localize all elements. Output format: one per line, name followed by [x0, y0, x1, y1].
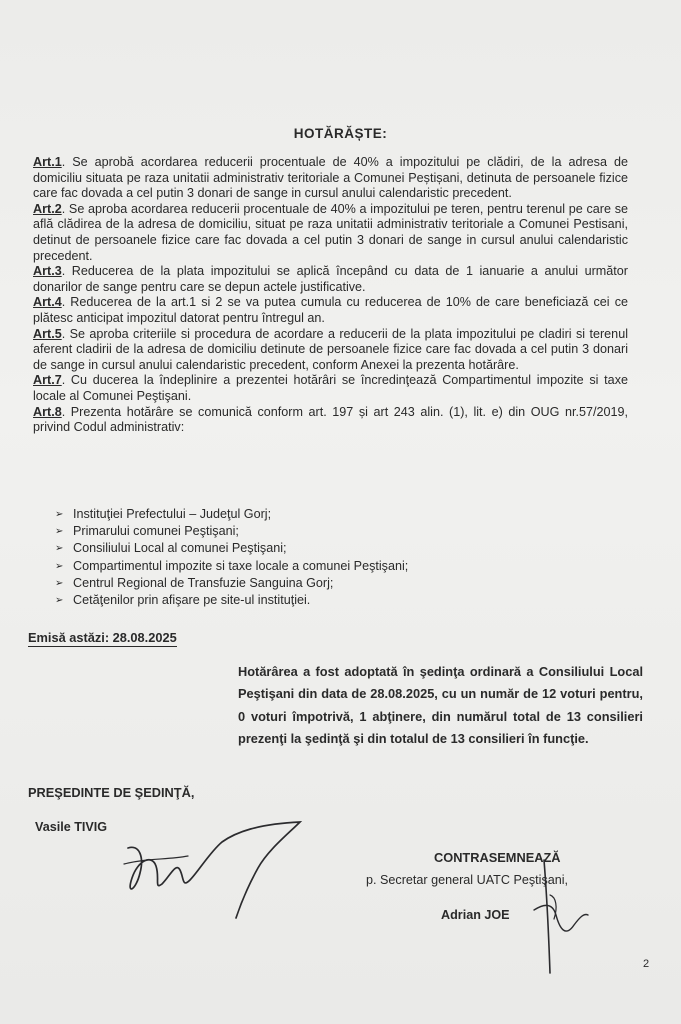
article-text: . Reducerea de la art.1 si 2 se va putea cumula cu reducerea de 10% de care beneficiază cei ce plătesc anticipat impozitul datorat pentru întregul an. [33, 295, 628, 325]
article-8 [33, 405, 628, 436]
secretary-name: Adrian JOE [441, 908, 510, 922]
president-title: PREŞEDINTE DE ŞEDINŢĂ, [28, 785, 195, 800]
secretary-role: p. Secretar general UATC Peştişani, [366, 873, 569, 887]
article-4 [33, 295, 628, 326]
article-label: Art.2 [33, 201, 62, 216]
article-label: Art.3 [33, 264, 62, 279]
countersign-title: CONTRASEMNEAZĂ [434, 850, 561, 865]
article-label: Art.4 [33, 295, 62, 310]
secretary-signature [530, 855, 590, 980]
list-item [55, 558, 535, 575]
article-label: Art.1 [33, 155, 62, 169]
article-text: . Se aproba criteriile si procedura de acordare a reducerii de la plata impozitului pe cladiri si terenul aferent cladirii de la adresa de domiciliu detinute de persoanele fizice care fac dovada a cel putin 3 donari de sange in cursul anului calendaristic precedent, conform Anexei la prezenta hotărâre. [33, 326, 628, 372]
article-label: Art.7 [33, 373, 62, 388]
issue-date: Emisă astăzi: 28.08.2025 [28, 630, 177, 645]
article-3 [33, 264, 628, 295]
article-label: Art.5 [33, 326, 62, 341]
recipient-text: Cetăţenilor prin afişare pe site-ul instituţiei. [73, 593, 311, 608]
arrow-bullet-icon: ➢ [55, 543, 64, 555]
article-text: . Reducerea de la plata impozitului se aplică începând cu data de 1 ianuarie a anului următor donarilor de sange pentru care se depun actele justificative. [33, 264, 628, 294]
article-text: . Se aproba acordarea reducerii procentuale de 40% a impozitului pe teren, pentru terenul pe care se află clădirea de la adresa de domiciliu, situat pe raza unitatii administrativ teritoriale a Comunei Pestisani, detinut de persoanele fizice care fac dovada a cel putin 3 donari de sange in cursul anului calendaristic precedent. [33, 201, 628, 263]
article-text: . Prezenta hotărâre se comunică conform art. 197 și art 243 alin. (1), lit. e) din OUG nr.57/2019, privind Codul administrativ: [33, 404, 628, 435]
arrow-bullet-icon: ➢ [55, 526, 64, 538]
article-label: Art.8 [33, 404, 62, 419]
articles-body [33, 155, 628, 436]
article-7 [33, 373, 628, 404]
article-text: . Cu ducerea la îndeplinire a prezentei hotărâri se încredinţează Compartimentul impozite si taxe locale al Comunei Peştişani. [33, 373, 628, 403]
article-2 [33, 202, 628, 264]
article-1 [33, 155, 628, 202]
recipient-text: Compartimentul impozite si taxe locale a comunei Peştişani; [73, 558, 409, 573]
arrow-bullet-icon: ➢ [55, 509, 64, 520]
recipient-text: Primarului comunei Peştişani; [73, 524, 239, 539]
adoption-note: Hotărârea a fost adoptată în şedinţa ordinară a Consiliului Local Peştişani din data de 28.08.2025, cu un număr de 12 voturi pentru, 0 voturi împotrivă, 1 abţinere, din numărul total de 13 consilieri prezenţi la şedinţă şi din totalul de 13 consilieri în funcţie. [238, 664, 643, 747]
list-item [55, 592, 535, 609]
list-item [55, 575, 535, 592]
arrow-bullet-icon: ➢ [55, 560, 64, 572]
page-number: 2 [643, 958, 650, 970]
article-text: . Se aprobă acordarea reducerii procentuale de 40% a impozitului pe clădiri, de la adresa de domiciliu situata pe raza unitatii administrativ teritoriale a Comunei Peștișani, detinuta de persoanele fizice care fac dovada a cel putin 3 donari de sange in cursul anului calendaristic precedent. [33, 155, 628, 201]
list-item [55, 506, 535, 523]
arrow-bullet-icon: ➢ [55, 577, 64, 589]
recipient-text: Centrul Regional de Transfuzie Sanguina Gorj; [73, 575, 334, 590]
recipient-text: Consiliului Local al comunei Peştişani; [73, 541, 287, 556]
decision-heading: HOTĂRĂȘTE: [293, 126, 388, 141]
article-5 [33, 327, 628, 374]
list-item [55, 540, 535, 557]
president-name: Vasile TIVIG [35, 820, 108, 834]
arrow-bullet-icon: ➢ [55, 595, 64, 607]
recipient-text: Instituţiei Prefectului – Judeţul Gorj; [73, 507, 272, 521]
recipients-list [55, 506, 535, 609]
list-item [55, 523, 535, 540]
president-signature [118, 818, 318, 923]
